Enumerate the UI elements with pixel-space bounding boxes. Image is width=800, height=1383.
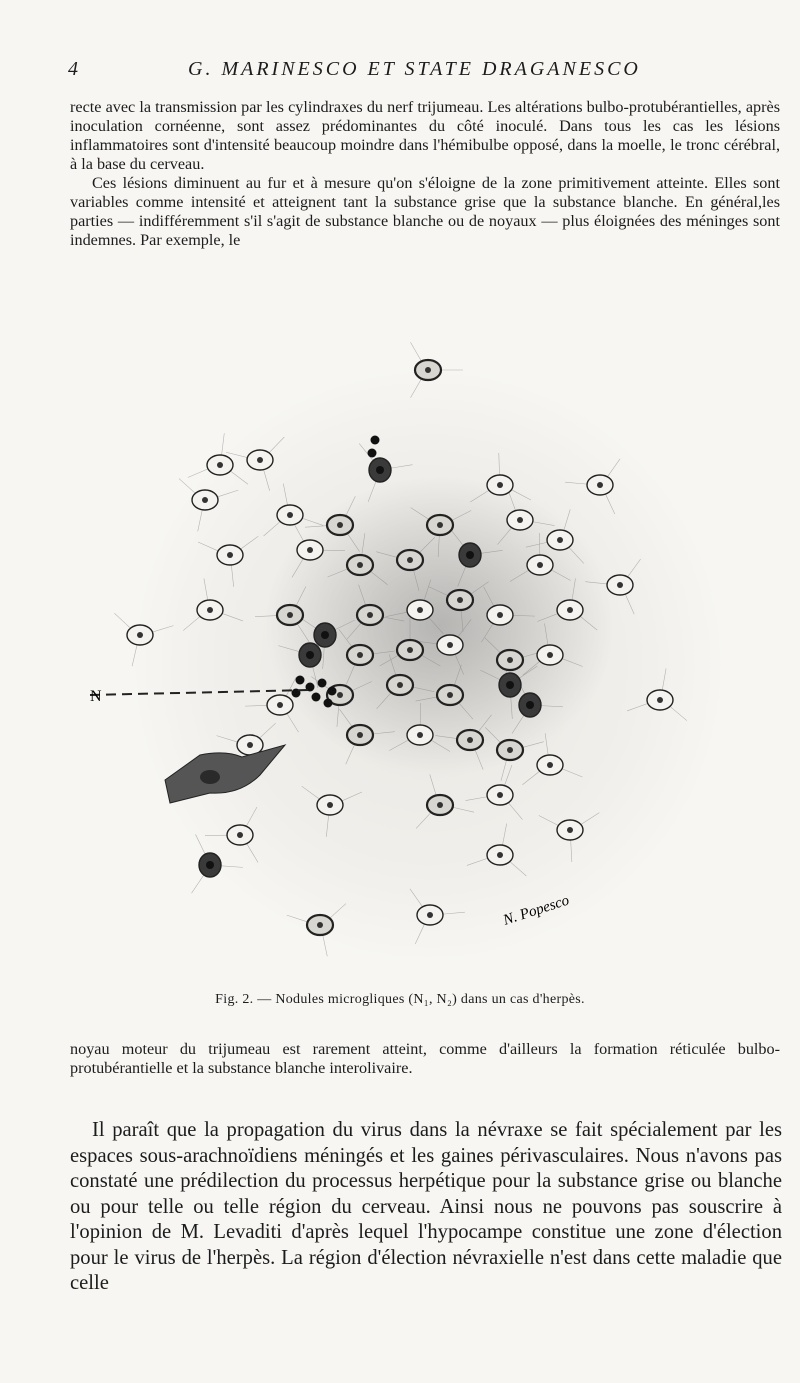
cell: [457, 730, 483, 750]
dark-nucleus: [296, 676, 305, 685]
body-text-after-figure: [70, 1040, 780, 1078]
cell: [347, 555, 373, 575]
cell: [369, 458, 391, 482]
cell: [277, 605, 303, 625]
cell: [607, 575, 633, 595]
cell: [427, 515, 453, 535]
cell: [499, 673, 521, 697]
cell: [557, 820, 583, 840]
cell: [127, 625, 153, 645]
figure-microscope-drawing: [90, 325, 750, 995]
running-head: [68, 58, 768, 86]
cell: [297, 540, 323, 560]
cell: [417, 905, 443, 925]
cell: [647, 690, 673, 710]
cell: [197, 600, 223, 620]
cell: [397, 640, 423, 660]
cell: [547, 530, 573, 550]
cell: [557, 600, 583, 620]
cell: [447, 590, 473, 610]
label-n: N: [90, 688, 102, 705]
cell: [437, 685, 463, 705]
cell: [277, 505, 303, 525]
cell: [537, 755, 563, 775]
cell: [497, 650, 523, 670]
dark-nucleus: [328, 687, 337, 696]
paragraph-3: noyau moteur du trijumeau est rarement atteint, comme d'ailleurs la formation réticulée bulbo-protubérantielle et la substance blanche interolivaire.: [70, 1040, 780, 1077]
paragraph-4: Il paraît que la propagation du virus dans la névraxe se fait spécialement par les espaces sous-arachnoïdiens méningés et les gaines périvasculaires. Nous n'avons pas constaté une prédilection du processus herpétique pour la substance grise ou blanche ou pour telle ou telle région du cerveau. Ainsi nous ne pouvons pas souscrire à l'opinion de M. Levaditi d'après lequel l'hypocampe constitue une zone d'élection pour le virus de l'herpès. La région d'élection névraxielle n'est dans cette maladie que celle: [70, 1119, 782, 1294]
cell: [415, 360, 441, 380]
cell: [347, 725, 373, 745]
cell: [314, 623, 336, 647]
cell: [437, 635, 463, 655]
cell: [299, 643, 321, 667]
cell: [217, 545, 243, 565]
cell: [307, 915, 333, 935]
cell: [487, 475, 513, 495]
dark-nucleus: [324, 699, 333, 708]
cell: [192, 490, 218, 510]
body-text-main: [70, 1118, 782, 1297]
cell: [427, 795, 453, 815]
cell: [487, 605, 513, 625]
cell: [537, 645, 563, 665]
dark-nucleus: [371, 436, 380, 445]
dark-nucleus: [368, 449, 377, 458]
body-text-top: [70, 98, 780, 250]
cell: [387, 675, 413, 695]
paragraph-2: Ces lésions diminuent au fur et à mesure qu'on s'éloigne de la zone primitivement atteinte. Elles sont variables comme intensité et atteignent tant la substance grise que la substance blanche. En général,les parties — indifféremment s'il s'agit de substance blanche ou de noyaux — plus éloignées des méninges sont indemnes. Par exemple, le: [70, 174, 780, 249]
paragraph-1: recte avec la transmission par les cylindraxes du nerf trijumeau. Les altérations bulbo-protubérantielles, après inoculation cornéenne, sont assez prédominantes du côté inoculé. Dans tous les cas les lésions inflammatoires sont d'intensité beaucoup moindre dans l'hémibulbe opposé, dans la moelle, le tronc cérébral, à la base du cerveau.: [70, 98, 780, 173]
cell: [267, 695, 293, 715]
cell: [507, 510, 533, 530]
cell: [317, 795, 343, 815]
cell: [227, 825, 253, 845]
cell: [459, 543, 481, 567]
cell: [347, 645, 373, 665]
dark-nucleus: [318, 679, 327, 688]
cell: [357, 605, 383, 625]
cell: [497, 740, 523, 760]
cell: [487, 845, 513, 865]
cell: [199, 853, 221, 877]
dark-nucleus: [312, 693, 321, 702]
cell: [247, 450, 273, 470]
cell: [587, 475, 613, 495]
figure-caption: Fig. 2. — Nodules microgliques (N₁, N₂) dans un cas d'herpès.: [215, 992, 585, 1007]
cell: [519, 693, 541, 717]
page-number: 4: [68, 58, 78, 80]
cell: [397, 550, 423, 570]
cell: [407, 600, 433, 620]
cell: [487, 785, 513, 805]
microscope-field-illustration: [90, 325, 750, 995]
cell: [327, 515, 353, 535]
running-title: G. MARINESCO ET STATE DRAGANESCO: [188, 58, 641, 80]
cell: [527, 555, 553, 575]
cell: [207, 455, 233, 475]
artist-signature: N. Popesco: [501, 892, 572, 929]
cell: [407, 725, 433, 745]
